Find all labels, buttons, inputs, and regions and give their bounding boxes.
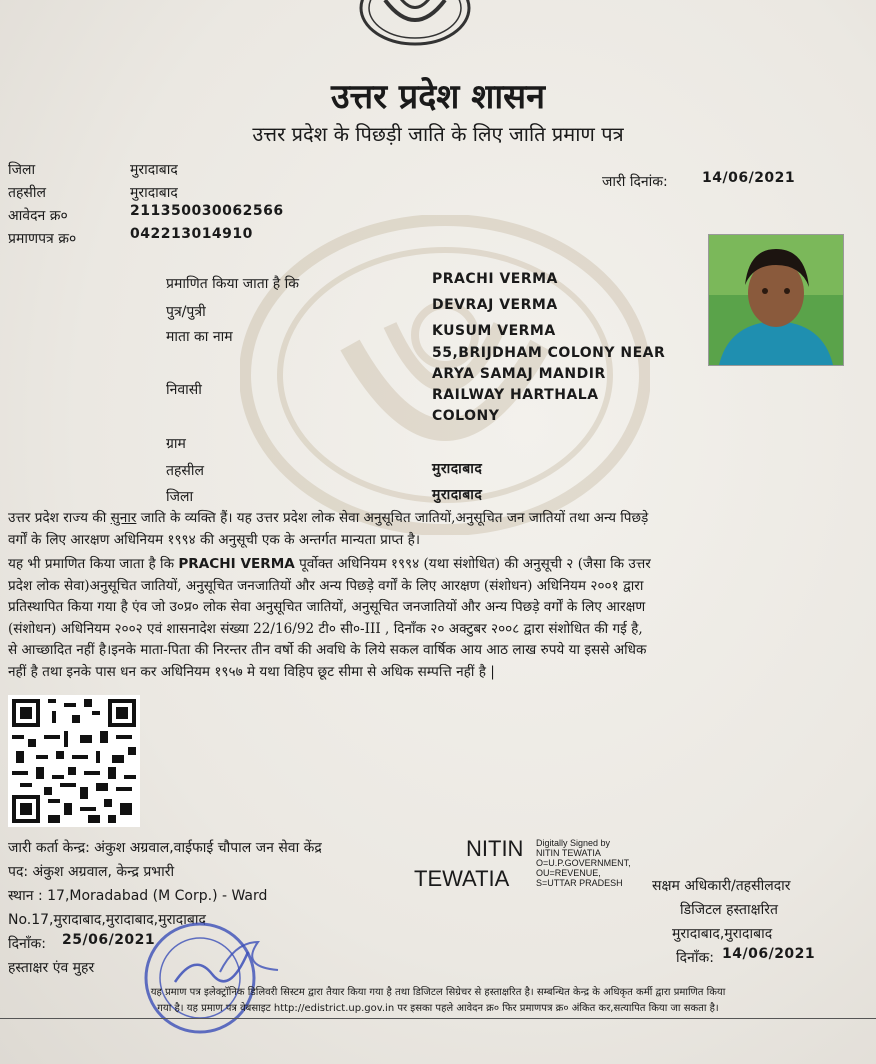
authority-date-label: दिनाँक: <box>676 950 714 966</box>
issuer-post: पद: अंकुश अग्रवाल, केन्द्र प्रभारी <box>8 864 175 880</box>
p2-name: PRACHI VERMA <box>178 556 295 572</box>
certificate-label: प्रमाणपत्र क्र० <box>8 231 77 247</box>
issue-date-value: 14/06/2021 <box>702 170 796 186</box>
page-title: उत्तर प्रदेश शासन <box>330 77 545 117</box>
issuer-place-1: स्थान : 17,Moradabad (M Corp.) - Ward <box>8 888 268 904</box>
p2-c: प्रदेश लोक सेवा)अनुसूचित जातियों, अनुसूचित जनजातियों और अन्य पिछड़े वर्गों के लिए आरक्षण (संशोधन) अधिनियम २००१ द्वारा <box>8 577 644 594</box>
mother-label: माता का नाम <box>166 329 233 345</box>
signer-last-name: TEWATIA <box>414 866 510 891</box>
sig-meta-2: NITIN TEWATIA <box>536 848 601 858</box>
p1-b: जाति के व्यक्ति हैं। यह उत्तर प्रदेश लोक सेवा अनुसूचित जातियों,अनुसूचित जन जातियों तथा अन्य पिछड़े <box>136 510 649 526</box>
caste-paragraph <box>8 508 870 551</box>
p2-b: पूर्वोक्त अधिनियम १९९४ (यथा संशोधित) की अनुसूची २ (जैसा कि उत्तर <box>294 556 651 572</box>
person-district-label: जिला <box>166 489 194 505</box>
certificate-number: 042213014910 <box>130 226 253 242</box>
caste-name: सुनार <box>110 510 137 526</box>
certified-label: प्रमाणित किया जाता है कि <box>166 276 300 292</box>
footer-divider <box>0 1018 876 1019</box>
address-line-2: ARYA SAMAJ MANDIR <box>432 366 606 382</box>
authority-date-value: 14/06/2021 <box>722 946 816 962</box>
sig-meta-3: O=U.P.GOVERNMENT, <box>536 858 631 868</box>
resident-label: निवासी <box>166 382 202 398</box>
issuer-center: जारी कर्ता केन्द्र: अंकुश अग्रवाल,वाईफाई चौपाल जन सेवा केंद्र <box>8 840 322 856</box>
address-line-4: COLONY <box>432 408 500 424</box>
page-subtitle: उत्तर प्रदेश के पिछड़ी जाति के लिए जाति प्रमाण पत्र <box>252 122 624 146</box>
qr-code-icon[interactable] <box>8 695 140 827</box>
p2-g: नहीं है तथा इनके पास धन कर अधिनियम १९५७ मे यथा विहिप छूट सीमा से अधिक सम्पत्ति नहीं है | <box>8 663 495 680</box>
applicant-photo <box>708 234 844 366</box>
authority-place: मुरादाबाद,मुरादाबाद <box>672 926 773 942</box>
sig-meta-1: Digitally Signed by <box>536 838 611 848</box>
mother-name: KUSUM VERMA <box>432 323 556 339</box>
district-value: मुरादाबाद <box>130 162 178 178</box>
address-line-1: 55,BRIJDHAM COLONY NEAR <box>432 345 666 361</box>
address-line-3: RAILWAY HARTHALA <box>432 387 599 403</box>
digital-signature-meta <box>536 838 631 888</box>
footer-line-1: यह प्रमाण पत्र इलेक्ट्रॉनिक डिलिवरी सिस्टम द्वारा तैयार किया गया है तथा डिजिटल सिग्रेचर से हस्ताक्षरित है। सम्बन्धित केन्द्र के अधिकृत कर्मी द्वारा प्रमाणित किया <box>150 987 726 998</box>
issuer-place-2: No.17,मुरादाबाद,मुरादाबाद,मुरादाबाद <box>8 912 206 928</box>
p2-d: प्रतिस्थापित किया गया है एंव जो उ०प्र० लोक सेवा अनुसूचित जातियों, अनुसूचित जनजातियों और अन्य पिछड़े वर्गों के लिए आरक्षण <box>8 599 646 615</box>
tehsil-label: तहसील <box>8 185 46 201</box>
application-label: आवेदन क्र० <box>8 208 68 224</box>
issue-date-label: जारी दिनांक: <box>602 174 668 190</box>
signer-first-name: NITIN <box>466 836 524 861</box>
district-label: जिला <box>8 162 36 178</box>
application-number: 211350030062566 <box>130 203 284 219</box>
p2-e: (संशोधन) अधिनियम २००२ एवं शासनादेश संख्या 22/16/92 टी० सी०-III , दिनाँक २० अक्टुबर २००८ द्वारा संशोधित की गई है, <box>8 620 643 637</box>
sig-meta-4: OU=REVENUE, <box>536 868 601 878</box>
person-district-value: मुरादाबाद <box>432 487 483 503</box>
p1-c: वर्गों के लिए आरक्षण अधिनियम १९९४ की अनुसूची एक के अन्तर्गत मान्यता प्राप्त है। <box>8 531 420 548</box>
tehsil-value: मुरादाबाद <box>130 185 178 201</box>
emblem-icon <box>355 0 475 46</box>
sign-seal-label: हस्ताक्षर एंव मुहर <box>8 960 95 976</box>
certification-paragraph <box>8 554 870 683</box>
issuer-date-label: दिनाँक: <box>8 936 46 952</box>
footer-line-2: गया है। यह प्रमाण पत्र वेबसाइट http://edistrict.up.gov.in पर इसका पहले आवेदन क्र० फिर प्रमाणपत्र क्र० अंकित कर,सत्यापित किया जा सकता है। <box>157 1003 719 1014</box>
father-name: DEVRAJ VERMA <box>432 297 558 313</box>
p2-f: से आच्छादित नहीं है।इनके माता-पिता की निरन्तर तीन वर्षो की अवधि के लिये सकल वार्षिक आय आठ लाख रुपये या इससे अधिक <box>8 642 647 658</box>
round-seal-stamp <box>140 912 280 1040</box>
authority-digital-sign: डिजिटल हस्ताक्षरित <box>680 902 778 918</box>
p1-a: उत्तर प्रदेश राज्य की <box>8 510 111 526</box>
applicant-name: PRACHI VERMA <box>432 271 558 287</box>
person-tehsil-value: मुरादाबाद <box>432 461 483 477</box>
village-label: ग्राम <box>166 436 186 452</box>
p2-a: यह भी प्रमाणित किया जाता है कि <box>8 556 179 572</box>
sig-meta-5: S=UTTAR PRADESH <box>536 878 623 888</box>
son-daughter-label: पुत्र/पुत्री <box>166 304 206 320</box>
issuer-date-value: 25/06/2021 <box>62 932 156 948</box>
person-tehsil-label: तहसील <box>166 463 204 479</box>
authority-role: सक्षम अधिकारी/तहसीलदार <box>652 878 791 894</box>
